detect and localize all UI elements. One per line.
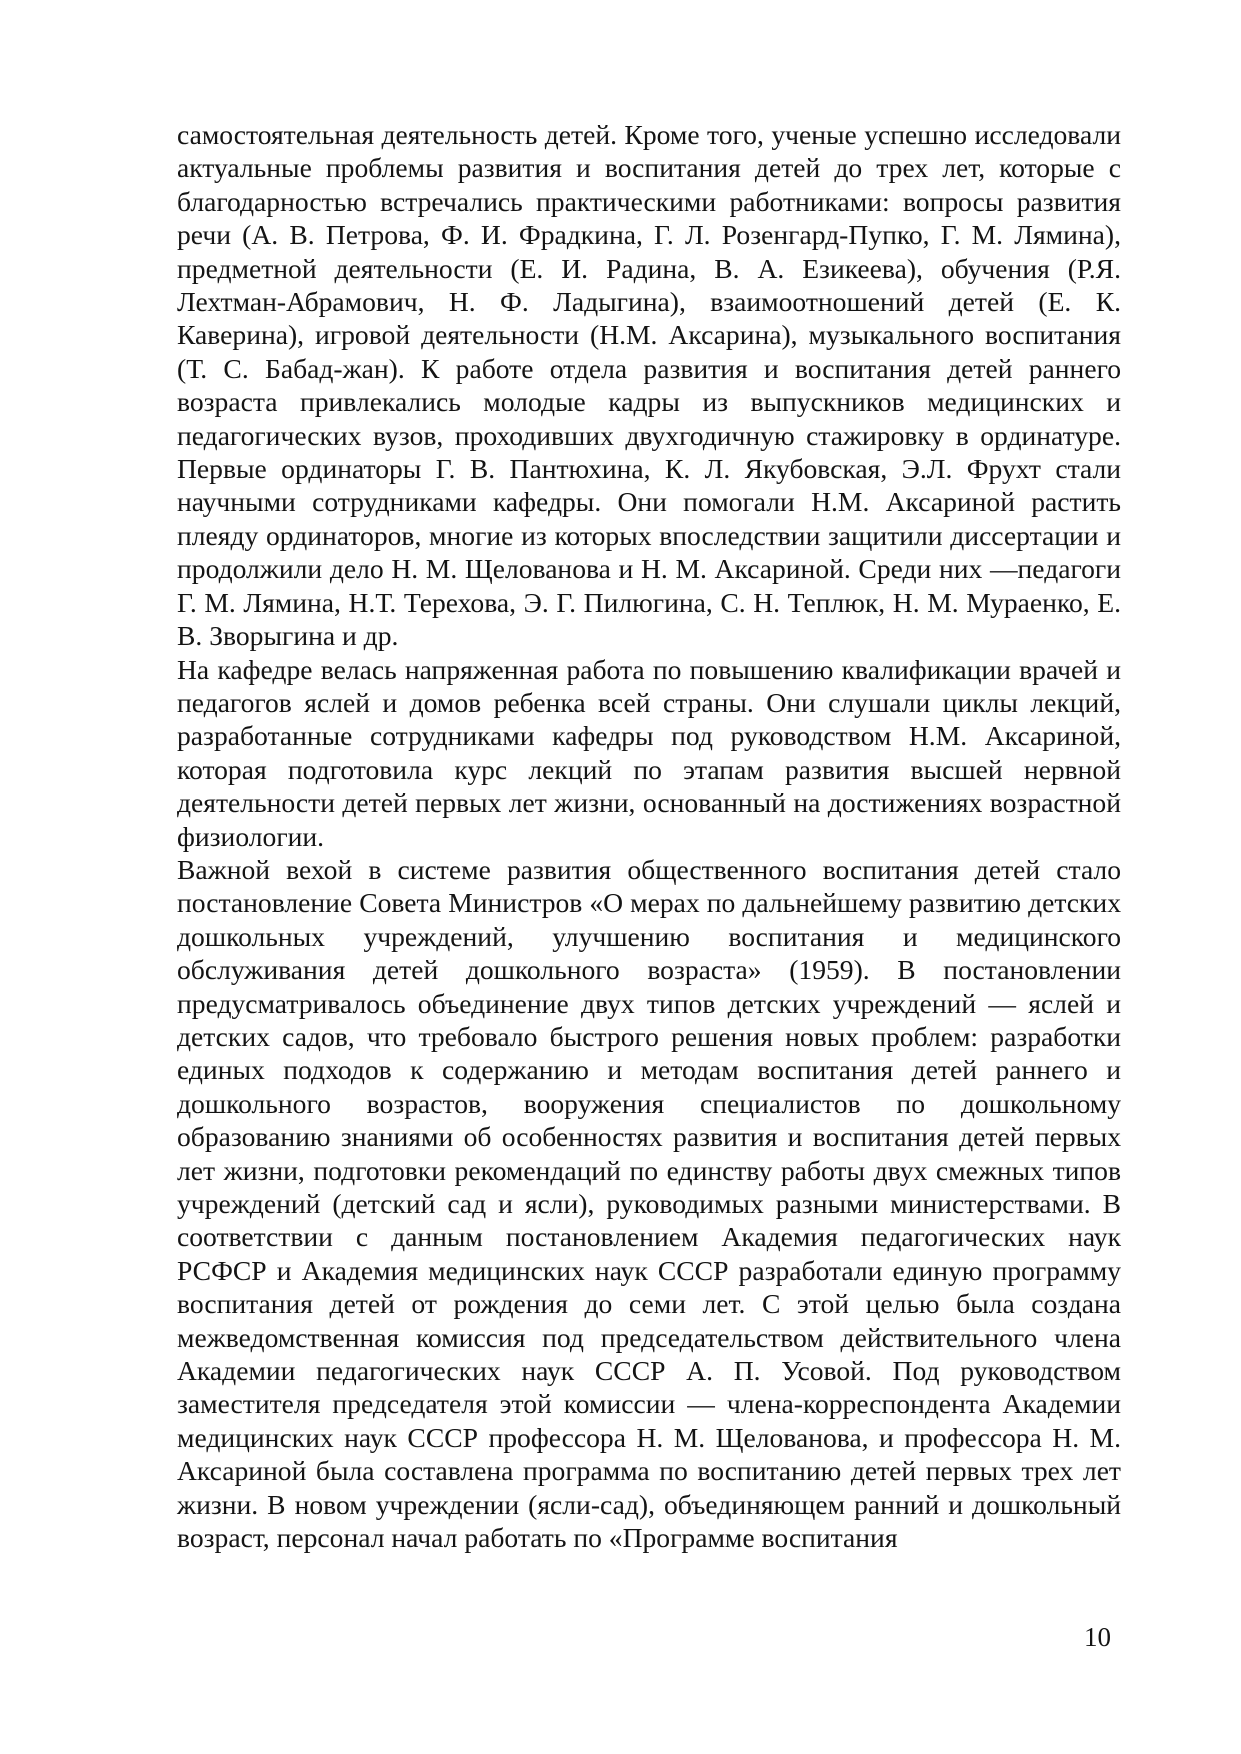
paragraph-2: На кафедре велась напряженная работа по повышению квалификации врачей и педагогов яслей и домов ребенка всей страны. Они слушали циклы лекций, разработанные сотрудниками кафедры под руководством Н.М. Аксариной, которая подготовила курс лекций по этапам развития высшей нервной деятельности детей первых лет жизни, основанный на достижениях возрастной физиологии. xyxy=(177,653,1121,852)
page-body xyxy=(177,118,1121,1554)
paragraph-1: самостоятельная деятельность детей. Кроме того, ученые успешно исследовали актуальные проблемы развития и воспитания детей до трех лет, которые с благодарностью встречались практическими работниками: вопросы развития речи (А. В. Петрова, Ф. И. Фрадкина, Г. Л. Розенгард-Пупко, Г. М. Лямина), предметной деятельности (Е. И. Радина, В. А. Езикеева), обучения (Р.Я. Лехтман-Абрамович, Н. Ф. Ладыгина), взаимоотношений детей (Е. К. Каверина), игровой деятельности (Н.М. Аксарина), музыкального воспитания (Т. С. Бабад-жан). К работе отдела развития и воспитания детей раннего возраста привлекались молодые кадры из выпускников медицинских и педагогических вузов, проходивших двухгодичную стажировку в ординатуре. Первые ординаторы Г. В. Пантюхина, К. Л. Якубовская, Э.Л. Фрухт стали научными сотрудниками кафедры. Они помогали Н.М. Аксариной растить плеяду ординаторов, многие из которых впоследствии защитили диссертации и продолжили дело Н. М. Щелованова и Н. М. Аксариной. Среди них —педагоги Г. М. Лямина, Н.Т. Терехова, Э. Г. Пилюгина, С. Н. Теплюк, Н. М. Мураенко, Е. В. Зворыгина и др. xyxy=(177,119,1121,652)
page-number: 10 xyxy=(1084,1622,1111,1652)
paragraph-3: Важной вехой в системе развития общественного воспитания детей стало постановление Совета Министров «О мерах по дальнейшему развитию детских дошкольных учреждений, улучшению воспитания и медицинского обслуживания детей дошкольного возраста» (1959). В постановлении предусматривалось объединение двух типов детских учреждений — яслей и детских садов, что требовало быстрого решения новых проблем: разработки единых подходов к содержанию и методам воспитания детей раннего и дошкольного возрастов, вооружения специалистов по дошкольному образованию знаниями об особенностях развития и воспитания детей первых лет жизни, подготовки рекомендаций по единству работы двух смежных типов учреждений (детский сад и ясли), руководимых разными министерствами. В соответствии с данным постановлением Академия педагогических наук РСФСР и Академия медицинских наук СССР разработали единую программу воспитания детей от рождения до семи лет. С этой целью была создана межведомственная комиссия под председательством действительного члена Академии педагогических наук СССР А. П. Усовой. Под руководством заместителя председателя этой комиссии — члена-корреспондента Академии медицинских наук СССР профессора Н. М. Щелованова, и профессора Н. М. Аксариной была составлена программа по воспитанию детей первых трех лет жизни. В новом учреждении (ясли-сад), объединяющем ранний и дошкольный возраст, персонал начал работать по «Программе воспитания xyxy=(177,853,1121,1554)
